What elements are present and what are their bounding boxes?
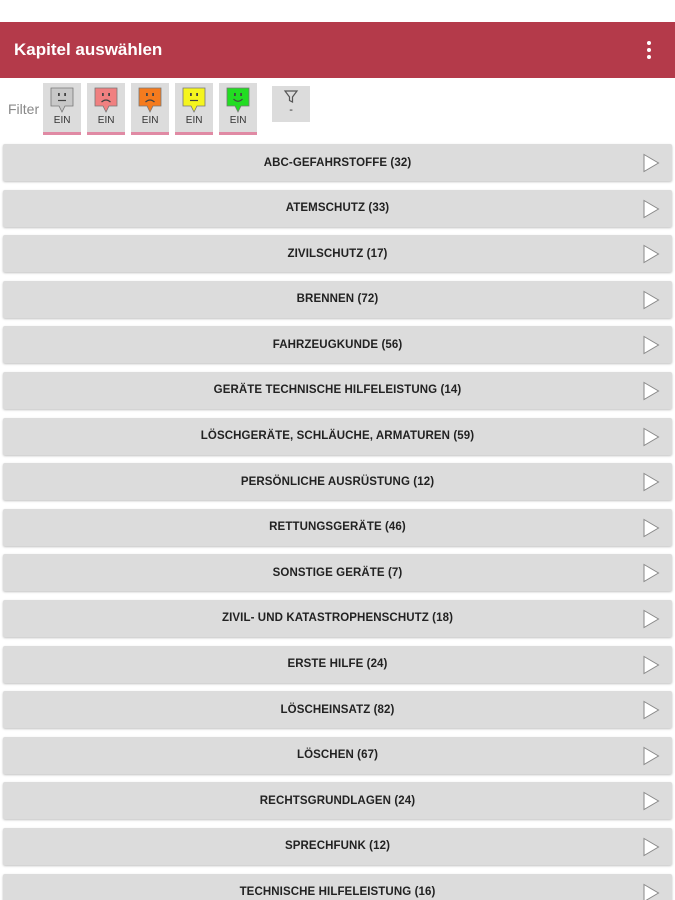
chapter-label: LÖSCHEINSATZ (82): [280, 703, 395, 716]
play-icon: [642, 335, 660, 355]
chapter-row[interactable]: [3, 281, 672, 318]
play-icon: [642, 655, 660, 675]
chapter-label: PERSÖNLICHE AUSRÜSTUNG (12): [240, 475, 435, 488]
chapter-row[interactable]: [3, 463, 672, 500]
chapter-label: ZIVIL- UND KATASTROPHENSCHUTZ (18): [221, 612, 454, 625]
play-icon: [642, 199, 660, 219]
filter-button-label: EIN: [141, 115, 159, 126]
sad-red-face-icon: [93, 86, 119, 114]
chapter-label: RECHTSGRUNDLAGEN (24): [259, 794, 416, 807]
play-icon: [642, 290, 660, 310]
chapter-row[interactable]: [3, 372, 672, 409]
chapter-label: ABC-GEFAHRSTOFFE (32): [263, 156, 412, 169]
chapter-row[interactable]: [3, 554, 672, 591]
neutral-grey-face-icon: [49, 86, 75, 114]
filter-label: Filter: [8, 101, 40, 117]
play-icon: [642, 472, 660, 492]
status-bar: [0, 0, 675, 22]
chapter-row[interactable]: [3, 782, 672, 819]
neutral-yellow-face-icon: [181, 86, 207, 114]
filter-button-sad-orange[interactable]: [131, 83, 169, 135]
play-icon: [642, 791, 660, 811]
chapter-label: ERSTE HILFE (24): [287, 658, 388, 671]
funnel-icon: [283, 89, 299, 105]
more-vert-icon[interactable]: [637, 38, 661, 62]
filter-button-neutral-grey[interactable]: [43, 83, 81, 135]
play-icon: [642, 700, 660, 720]
chapter-row[interactable]: [3, 874, 672, 900]
app-bar: [0, 22, 675, 78]
play-icon: [642, 883, 660, 900]
chapter-row[interactable]: [3, 646, 672, 683]
chapter-row[interactable]: [3, 235, 672, 272]
filter-button-label: EIN: [97, 115, 115, 126]
chapter-label: TECHNISCHE HILFELEISTUNG (16): [239, 886, 436, 898]
play-icon: [642, 153, 660, 173]
chapter-row[interactable]: [3, 418, 672, 455]
chapter-row[interactable]: [3, 190, 672, 227]
play-icon: [642, 381, 660, 401]
happy-green-face-icon: [225, 86, 251, 114]
chapter-label: LÖSCHGERÄTE, SCHLÄUCHE, ARMATUREN (59): [200, 430, 475, 443]
chapter-row[interactable]: [3, 828, 672, 865]
chapter-label: SONSTIGE GERÄTE (7): [272, 566, 403, 579]
chapter-row[interactable]: [3, 691, 672, 728]
chapter-label: BRENNEN (72): [296, 293, 379, 306]
filter-button-label: EIN: [229, 115, 247, 126]
filter-bar: [0, 78, 675, 140]
chapter-row[interactable]: [3, 737, 672, 774]
filter-funnel-label: -: [289, 104, 293, 116]
chapter-list: [0, 140, 675, 900]
play-icon: [642, 563, 660, 583]
play-icon: [642, 609, 660, 629]
filter-button-happy-green[interactable]: [219, 83, 257, 135]
chapter-label: ATEMSCHUTZ (33): [285, 202, 390, 215]
filter-funnel-button[interactable]: [272, 86, 310, 122]
play-icon: [642, 427, 660, 447]
play-icon: [642, 518, 660, 538]
sad-orange-face-icon: [137, 86, 163, 114]
play-icon: [642, 244, 660, 264]
page-title: Kapitel auswählen: [14, 40, 163, 59]
play-icon: [642, 837, 660, 857]
chapter-row[interactable]: [3, 600, 672, 637]
chapter-label: FAHRZEUGKUNDE (56): [272, 338, 403, 351]
chapter-row[interactable]: [3, 326, 672, 363]
chapter-label: LÖSCHEN (67): [296, 749, 379, 762]
filter-button-neutral-yellow[interactable]: [175, 83, 213, 135]
filter-button-sad-red[interactable]: [87, 83, 125, 135]
chapter-label: ZIVILSCHUTZ (17): [287, 247, 388, 260]
chapter-label: SPRECHFUNK (12): [284, 840, 390, 853]
play-icon: [642, 746, 660, 766]
filter-button-label: EIN: [53, 115, 71, 126]
chapter-label: GERÄTE TECHNISCHE HILFELEISTUNG (14): [213, 384, 462, 397]
chapter-label: RETTUNGSGERÄTE (46): [269, 521, 406, 534]
chapter-row[interactable]: [3, 144, 672, 181]
chapter-row[interactable]: [3, 509, 672, 546]
filter-button-label: EIN: [185, 115, 203, 126]
